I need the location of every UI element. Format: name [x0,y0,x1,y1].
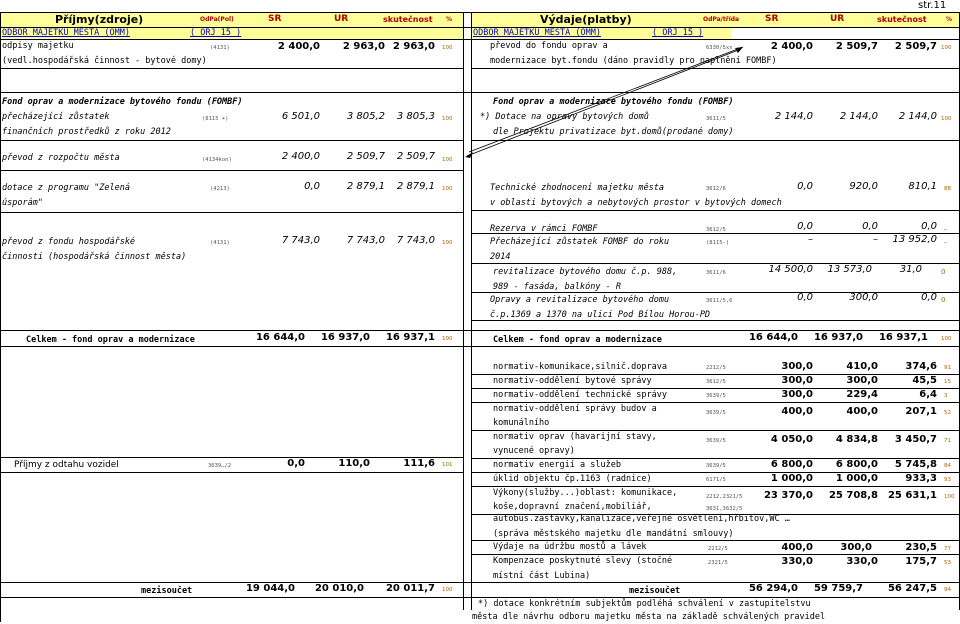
left-towing-code: 3639…/2 [208,463,232,469]
right-subheader-org[interactable]: ODBOR MAJETKU MĚSTA (OMM) [473,28,601,38]
right-carry-code: (8115-) [706,240,730,246]
left-grant-pct: 100 [442,186,453,192]
left-row1-sk: 2 963,0 [392,41,435,52]
right-row1-code: 6330/5xx [706,45,733,51]
right-row-code: 2212,2321/5 [706,494,743,500]
right-bridges-line [471,554,960,555]
right-row-sk: 6,4 [919,389,937,400]
right-row-ur: 410,0 [846,361,878,372]
right-subsidy-text1: *) Dotace na opravy bytových domů [480,112,649,122]
left-hosp-pct: 100 [442,240,453,246]
right-row-sk: 5 745,8 [894,459,937,470]
left-prev-sr: 6 501,0 [281,111,320,122]
right-subsidy-code: 3611/5 [706,116,726,122]
right-row-text2: vynucené opravy) [493,446,575,456]
left-prev-pct: 100 [442,116,453,122]
left-subtotal-sk: 20 011,7 [385,583,435,594]
right-row-ur: 25 708,8 [828,490,878,501]
left-row1-line [0,68,463,69]
right-row-ur: 4 834,8 [835,434,878,445]
right-reserve-code: 3612/5 [706,227,726,233]
right-tech-sk: 810,1 [908,181,937,192]
right-row-ur: 229,4 [846,389,878,400]
right-row-pct: 84 [944,463,951,469]
right-row-sr: 1 000,0 [770,473,813,484]
left-grant-line [0,212,463,213]
left-transfer-sr: 2 400,0 [281,151,320,162]
right-repairs-pct: 0 [941,296,946,304]
right-row-text1: normativ energií a služeb [493,460,621,470]
right-tech-line [471,210,960,211]
left-hosp-sk: 7 743,0 [396,235,435,246]
top-frame-line [0,12,960,13]
right-row-sk: 374,6 [905,361,937,372]
arrow-line-down [467,49,741,156]
total-bottom-line [0,346,960,347]
total-top-line [0,330,960,331]
right-revital-sk: 31,0 [899,264,922,275]
right-row-sk: 933,3 [905,473,937,484]
right-total-sk: 16 937,1 [878,332,928,343]
right-repairs-sk: 0,0 [921,292,937,303]
left-transfer-ur: 2 509,7 [346,151,385,162]
right-row-text2: komunálního [493,418,550,428]
right-bridges-sr: 400,0 [781,542,813,553]
right-bus-text1: autobus.zastávky,kanalizace,veřejné osvětlení,hřbitov,WC … [493,514,790,524]
footnote-line1: *) dotace konkrétním subjektům podléhá schválení v zastupitelstvu [478,599,811,609]
right-row1-pct: 100 [941,45,952,51]
right-carry-text1: Přecházející zůstatek FOMBF do roku [490,237,670,247]
right-revital-text2: 989 - fasáda, balkóny - R [493,282,621,292]
left-towing-ur: 110,0 [338,458,370,469]
right-row-pct: 71 [944,438,951,444]
right-row-text2: koše,dopravní značení,mobiliář, [493,502,652,512]
left-grant-text1: dotace z programu "Zelená [2,183,130,193]
right-row-sr: 4 050,0 [770,434,813,445]
right-row-sr: 300,0 [781,375,813,386]
left-row1-pct: 100 [442,45,453,51]
right-row-code: 3612/5 [706,379,726,385]
left-hosp-text2: činnosti (hospodářská činnost města) [2,252,187,262]
footnote-line2: města dle návrhu odboru majetku města na základě schválených pravidel [472,612,826,622]
transfer-arrows [463,40,753,160]
right-lubina-ur: 330,0 [846,556,878,567]
right-total-sr: 16 644,0 [748,332,798,343]
right-row-ur: 400,0 [846,406,878,417]
right-tech-pct: 88 [944,186,951,192]
left-towing-text1: Příjmy z odtahu vozidel [14,460,119,470]
left-prev-text1: přecházející zůstatek [2,112,110,122]
left-transfer-line [0,170,463,171]
right-subsidy-ur: 2 144,0 [839,111,878,122]
right-lubina-sk: 175,7 [905,556,937,567]
right-reserve-sk: 0,0 [921,221,937,232]
right-tech-text1: Technické zhodnocení majetku města [490,183,664,193]
left-subtotal-pct: 100 [442,587,453,593]
right-row-sr: 23 370,0 [763,490,813,501]
right-row1-sr: 2 400,0 [770,41,813,52]
right-header-code: OdPa/třída [703,16,740,23]
left-row1-code: (4131) [210,45,230,51]
left-grant-ur: 2 879,1 [346,181,385,192]
right-total-pct: 100 [941,336,952,342]
left-total-ur: 16 937,0 [320,332,370,343]
left-transfer-pct: 100 [442,157,453,163]
right-row-line [471,402,960,403]
left-prev-text2: finančních prostředků z roku 2012 [2,127,171,137]
right-header-pct: % [946,16,953,23]
right-bridges-text1: Výdaje na údržbu mostů a lávek [493,542,647,552]
right-carry-pct: - [944,238,947,247]
left-transfer-sk: 2 509,7 [396,151,435,162]
right-row-ur: 1 000,0 [835,473,878,484]
right-row-ur: 6 800,0 [835,459,878,470]
right-bus-line [471,540,960,541]
left-prev-ur: 3 805,2 [346,111,385,122]
left-total-sk: 16 937,1 [385,332,435,343]
right-repairs-line [471,320,960,321]
right-row-text1: normativ-oddělení bytové správy [493,376,652,386]
left-header-pct: % [446,16,453,23]
right-bridges-code: 2212/5 [708,546,728,552]
right-header-ur: UR [830,14,845,24]
right-total-label: Celkem - fond oprav a modernizace [493,335,662,345]
right-row-code: 3639/5 [706,393,726,399]
subtotal-bottom-line [0,597,960,598]
right-row-ur: 300,0 [846,375,878,386]
left-row1-ur: 2 963,0 [342,41,385,52]
right-carry-sk: 13 952,0 [892,234,937,245]
left-header-sr: SR [268,14,282,24]
right-row-sr: 300,0 [781,389,813,400]
right-carry-sr: – [808,234,813,245]
left-hosp-code: (4131) [210,240,230,246]
left-transfer-code: (4134kon) [202,157,232,163]
right-revital-sr: 14 500,0 [768,264,813,275]
right-row-pct: 3 [944,393,948,399]
right-lubina-code: 2321/5 [708,560,728,566]
right-tech-text2: v oblasti bytových a nebytových prostor v bytových domech [490,198,782,208]
left-subtotal-sr: 19 044,0 [245,583,295,594]
right-row-text1: normativ oprav (havarijní stavy, [493,432,657,442]
left-subtotal-label: mezisoučet [141,586,193,596]
right-subsidy-sr: 2 144,0 [774,111,813,122]
left-towing-sr: 0,0 [287,458,305,469]
arrowhead-down [465,152,473,158]
left-header-ur: UR [334,14,349,24]
right-subsidy-sk: 2 144,0 [898,111,937,122]
right-fund-title: Fond oprav a modernizace bytového fondu (FOMBF) [493,97,734,107]
right-row1-text1: převod do fondu oprav a [490,41,608,51]
left-hosp-sr: 7 743,0 [281,235,320,246]
right-reserve-pct: - [944,225,947,234]
right-repairs-ur: 300,0 [849,292,878,303]
right-carry-text2: 2014 [490,252,511,262]
right-row-sr: 6 800,0 [770,459,813,470]
right-row1-ur: 2 509,7 [835,41,878,52]
left-prev-line [0,140,463,141]
right-subtotal-pct: 94 [944,587,951,593]
right-header-sr: SR [765,14,779,24]
right-repairs-code: 3611/5,6 [706,298,733,304]
right-lubina-sr: 330,0 [781,556,813,567]
left-row1-text2: (vedl.hospodářská činnost - bytové domy) [2,56,207,66]
header-line [0,27,960,28]
right-row-sk: 207,1 [905,406,937,417]
right-subtotal-sk: 56 247,5 [887,583,937,594]
right-subtotal-label: mezisoučet [629,586,681,596]
right-bridges-ur: 300,0 [840,542,872,553]
left-hosp-text1: převod z fondu hospodářské [2,237,136,247]
left-prev-sk: 3 805,3 [396,111,435,122]
left-total-sr: 16 644,0 [255,332,305,343]
right-tech-ur: 920,0 [849,181,878,192]
right-reserve-text1: Rezerva v rámci FOMBF [490,224,598,234]
left-header-skut: skutečnost [383,15,433,24]
right-row-code: 3639/5 [706,410,726,416]
right-row-line [471,486,960,487]
left-hosp-ur: 7 743,0 [346,235,385,246]
right-row-code: 3639/5 [706,438,726,444]
right-row-sk: 3 450,7 [894,434,937,445]
left-towing-bottom-line [0,472,463,473]
right-revital-pct: 0 [941,268,946,276]
right-carry-ur: – [873,234,878,245]
right-total-ur: 16 937,0 [813,332,863,343]
left-grant-sr: 0,0 [304,181,320,192]
right-revital-ur: 13 573,0 [827,264,872,275]
left-total-label: Celkem - fond oprav a modernizace [26,335,195,345]
right-bridges-sk: 230,5 [905,542,937,553]
left-towing-sk: 111,6 [403,458,435,469]
right-row-text1: normativ-oddělení správy budov a [493,404,657,414]
right-row-pct: 91 [944,365,951,371]
right-row-text1: úklid objektu čp.1163 (radnice) [493,474,652,484]
right-bus-text2: (správa městského majetku dle mandátní smlouvy) [493,529,734,539]
right-header-skut: skutečnost [877,15,927,24]
page-number: str.11 [918,0,947,11]
arrow-line-up [469,47,743,152]
right-row-sk: 45,5 [912,375,937,386]
right-row-code2: 3631,3632/5 [706,506,743,512]
left-prev-code: (8115 +) [202,116,229,122]
right-row-text1: Výkony(služby...)oblast: komunikace, [493,488,678,498]
left-frame-line [0,12,1,622]
right-revital-code: 3611/6 [706,270,726,276]
right-repairs-text2: č.p.1369 a 1370 na ulici Pod Bílou Horou-PD [490,310,711,320]
right-row-pct: 93 [944,477,951,483]
right-row-text1: normativ-komunikace,silnič.doprava [493,362,667,372]
right-reserve-ur: 0,0 [862,221,878,232]
left-fund-title: Fond oprav a modernizace bytového fondu (FOMBF) [2,97,243,107]
right-subtotal-sr: 56 294,0 [748,583,798,594]
right-row-sr: 400,0 [781,406,813,417]
right-tech-sr: 0,0 [797,181,813,192]
right-repairs-sr: 0,0 [797,292,813,303]
left-header-code: OdPa(Pol) [200,16,234,23]
right-bridges-pct: 77 [944,546,951,552]
right-repairs-text1: Opravy a revitalizace bytového domu [490,295,670,305]
right-row-sr: 300,0 [781,361,813,372]
left-total-pct: 100 [442,336,453,342]
right-row-sk: 25 631,1 [887,490,937,501]
right-subtotal-ur: 59 759,7 [813,583,863,594]
right-row-code: 3639/5 [706,463,726,469]
right-row-pct: 52 [944,410,951,416]
left-towing-pct: 101 [442,462,453,468]
left-transfer-text1: převod z rozpočtu města [2,153,120,163]
right-lubina-text1: Kompenzace poskytnuté slevy (stočné [493,556,673,566]
right-row-pct: 15 [944,379,951,385]
right-subheader-orj[interactable]: ( ORJ 15 ) [652,28,704,38]
right-row-line [471,430,960,431]
left-grant-sk: 2 879,1 [396,181,435,192]
left-subheader-orj[interactable]: ( ORJ 15 ) [190,28,242,38]
right-tech-code: 3612/6 [706,186,726,192]
left-grant-code: (4213) [210,186,230,192]
right-lubina-pct: 53 [944,560,951,566]
right-row-pct: 100 [944,494,955,500]
right-reserve-sr: 0,0 [797,221,813,232]
right-lubina-text2: místní část Lubina) [493,571,591,581]
right-row-code: 2212/5 [706,365,726,371]
right-subsidy-pct: 100 [941,116,952,122]
right-revital-text1: revitalizace bytového domu č.p. 988, [493,267,678,277]
right-row-text1: normativ-oddělení technické správy [493,390,667,400]
left-subtotal-ur: 20 010,0 [314,583,364,594]
right-row1-sk: 2 509,7 [894,41,937,52]
right-row1-text2: modernizace byt.fondu (dáno pravidly pro naplnění FOMBF) [490,56,777,66]
left-row1-text1: odpisy majetku [2,41,74,51]
right-row-code: 6171/5 [706,477,726,483]
left-header-title: Příjmy(zdroje) [55,13,144,26]
left-row1-sr: 2 400,0 [277,41,320,52]
left-grant-text2: úsporám" [2,198,43,208]
left-subheader-org[interactable]: ODBOR MAJETKU MĚSTA (OMM) [2,28,130,38]
right-subsidy-text2: dle Projektu privatizace byt.domů(prodané domy) [493,127,734,137]
right-header-title: Výdaje(platby) [540,13,632,26]
